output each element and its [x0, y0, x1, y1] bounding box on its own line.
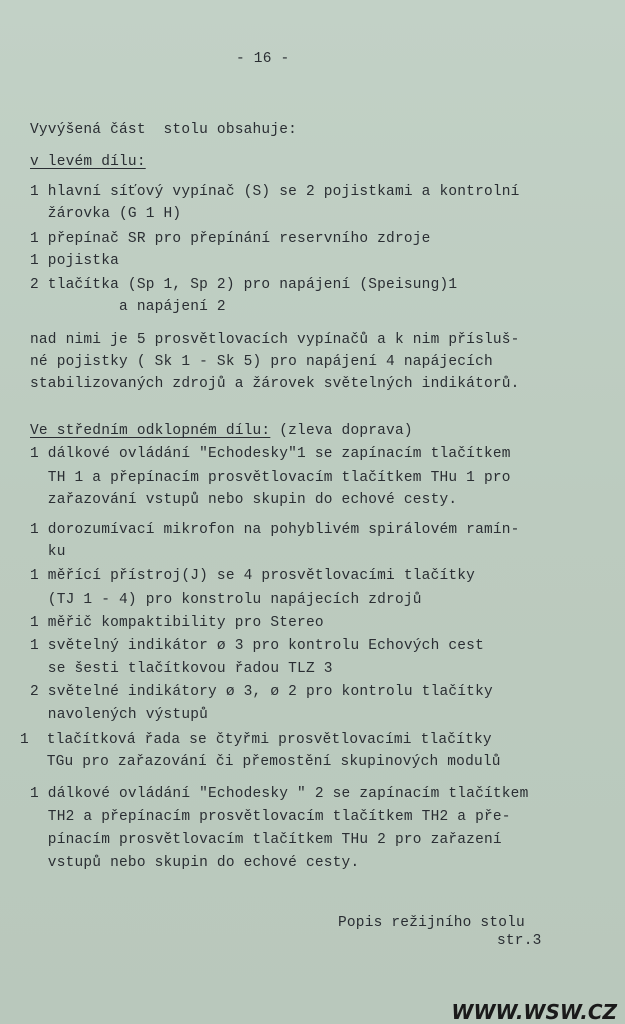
text-line: 1 dorozumívací mikrofon na pohyblivém spirálovém ramín-: [30, 522, 520, 538]
text-line: TH2 a přepínacím prosvětlovacím tlačítkem TH2 a pře-: [30, 809, 511, 825]
text-line: a napájení 2: [30, 299, 226, 315]
text-line: 2 tlačítka (Sp 1, Sp 2) pro napájení (Speisung)1: [30, 277, 458, 293]
text-line: žárovka (G 1 H): [30, 206, 182, 222]
text-line: 1 měřič kompaktibility pro Stereo: [30, 615, 324, 631]
text-line: 1 pojistka: [30, 253, 120, 269]
text-line: nad nimi je 5 prosvětlovacích vypínačů a k nim přísluš-: [30, 332, 520, 348]
text-line: ku: [30, 544, 66, 560]
text-line: (TJ 1 - 4) pro konstrolu napájecích zdrojů: [30, 592, 422, 608]
left-section-heading: v levém dílu:: [30, 154, 146, 170]
text-line: zařazování vstupů nebo skupin do echové cesty.: [30, 492, 458, 508]
text-line: TGu pro zařazování či přemostění skupinových modulů: [20, 754, 501, 770]
page-number: - 16 -: [236, 51, 290, 67]
middle-section-heading-row: [30, 422, 413, 440]
footer-title: Popis režijního stolu: [338, 915, 525, 931]
text-line: 1 světelný indikátor ø 3 pro kontrolu Echových cest: [30, 638, 484, 654]
text-line: TH 1 a přepínacím prosvětlovacím tlačítkem THu 1 pro: [30, 470, 511, 486]
text-line: 1 přepínač SR pro přepínání reservního zdroje: [30, 231, 431, 247]
text-line: vstupů nebo skupin do echové cesty.: [30, 855, 360, 871]
text-line: 1 tlačítková řada se čtyřmi prosvětlovacími tlačítky: [20, 732, 492, 748]
text-line: 1 hlavní síťový vypínač (S) se 2 pojistkami a kontrolní: [30, 184, 520, 200]
text-line: 1 dálkové ovládání "Echodesky"1 se zapínacím tlačítkem: [30, 446, 511, 462]
intro-line: Vyvýšená část stolu obsahuje:: [30, 122, 298, 138]
text-line: pínacím prosvětlovacím tlačítkem THu 2 pro zařazení: [30, 832, 502, 848]
text-line: 2 světelné indikátory ø 3, ø 2 pro kontrolu tlačítky: [30, 684, 493, 700]
text-line: 1 dálkové ovládání "Echodesky " 2 se zapínacím tlačítkem: [30, 786, 529, 802]
text-line: stabilizovaných zdrojů a žárovek světelných indikátorů.: [30, 376, 520, 392]
footer-page-ref: str.3: [497, 933, 542, 949]
middle-section-heading-suffix: (zleva doprava): [270, 423, 413, 439]
text-line: navolených výstupů: [30, 707, 209, 723]
text-line: 1 měřící přístroj(J) se 4 prosvětlovacími tlačítky: [30, 568, 476, 584]
text-line: né pojistky ( Sk 1 - Sk 5) pro napájení 4 napájecích: [30, 354, 493, 370]
text-line: se šesti tlačítkovou řadou TLZ 3: [30, 661, 333, 677]
site-watermark: WWW.WSW.CZ: [451, 1000, 617, 1024]
middle-section-heading: Ve středním odklopném dílu:: [30, 423, 271, 439]
